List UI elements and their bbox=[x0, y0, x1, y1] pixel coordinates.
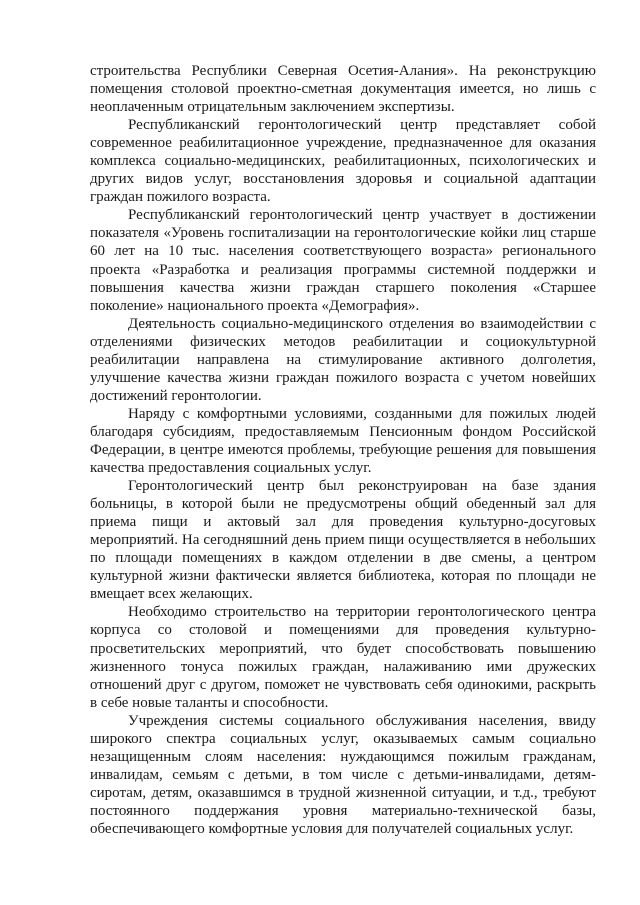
paragraph-social-services: Учреждения системы социального обслуживания населения, ввиду широкого спектра социальных услуг, оказываемых самым социально незащищенным слоям населения: нуждающимся пожилым гражданам, инвалидам, семьям с детьми, в том числе с детьми-инвалидами, детям-сиротам, детям, оказавшимся в трудной жизненной ситуации, и т.д., требуют постоянного поддержания уровня материально-технической базы, обеспечивающего комфортные условия для получателей социальных услуг. bbox=[90, 712, 596, 837]
paragraph-department-activity: Деятельность социально-медицинского отделения во взаимодействии с отделениями физических методов реабилитации и социокультурной реабилитации направлена на стимулирование активного долголетия, улучшение качества жизни граждан пожилого возраста с учетом новейших достижений геронтологии. bbox=[90, 315, 596, 404]
paragraph-reconstruction: Геронтологический центр был реконструирован на базе здания больницы, в которой были не предусмотрены общий обеденный зал для приема пищи и актовый зал для проведения культурно-досуговых мероприятий. На сегодняшний день прием пищи осуществляется в небольших по площади помещениях в каждом отделении в две смены, а центром культурной жизни фактически является библиотека, которая по площади не вмещает всех желающих. bbox=[90, 478, 596, 603]
paragraph-center-description: Республиканский геронтологический центр представляет собой современное реабилитационное учреждение, предназначенное для оказания комплекса социально-медицинских, реабилитационных, психологических и других видов услуг, восстановления здоровья и социальной адаптации граждан пожилого возраста. bbox=[90, 117, 596, 206]
paragraph-continuation: строительства Республики Северная Осетия-Алания». На реконструкцию помещения столовой проектно-сметная документация имеется, но лишь с неоплаченным отрицательным заключением экспертизы. bbox=[90, 63, 596, 116]
document-page bbox=[90, 62, 596, 838]
paragraph-construction-need: Необходимо строительство на территории геронтологического центра корпуса со столовой и помещениями для проведения культурно-просветительских мероприятий, что будет способствовать повышению жизненного тонуса пожилых граждан, налаживанию ими дружеских отношений друг с другом, поможет не чувствовать себя одинокими, раскрыть в себе новые таланты и способности. bbox=[90, 604, 596, 711]
paragraph-national-project: Республиканский геронтологический центр участвует в достижении показателя «Уровень госпитализации на геронтологические койки лиц старше 60 лет на 10 тыс. населения соответствующего возраста» регионального проекта «Разработка и реализация программы системной поддержки и повышения качества жизни граждан старшего поколения «Старшее поколение» национального проекта «Демография». bbox=[90, 207, 596, 314]
paragraph-problems: Наряду с комфортными условиями, созданными для пожилых людей благодаря субсидиям, предоставляемым Пенсионным фондом Российской Федерации, в центре имеются проблемы, требующие решения для повышения качества предоставления социальных услуг. bbox=[90, 405, 596, 477]
